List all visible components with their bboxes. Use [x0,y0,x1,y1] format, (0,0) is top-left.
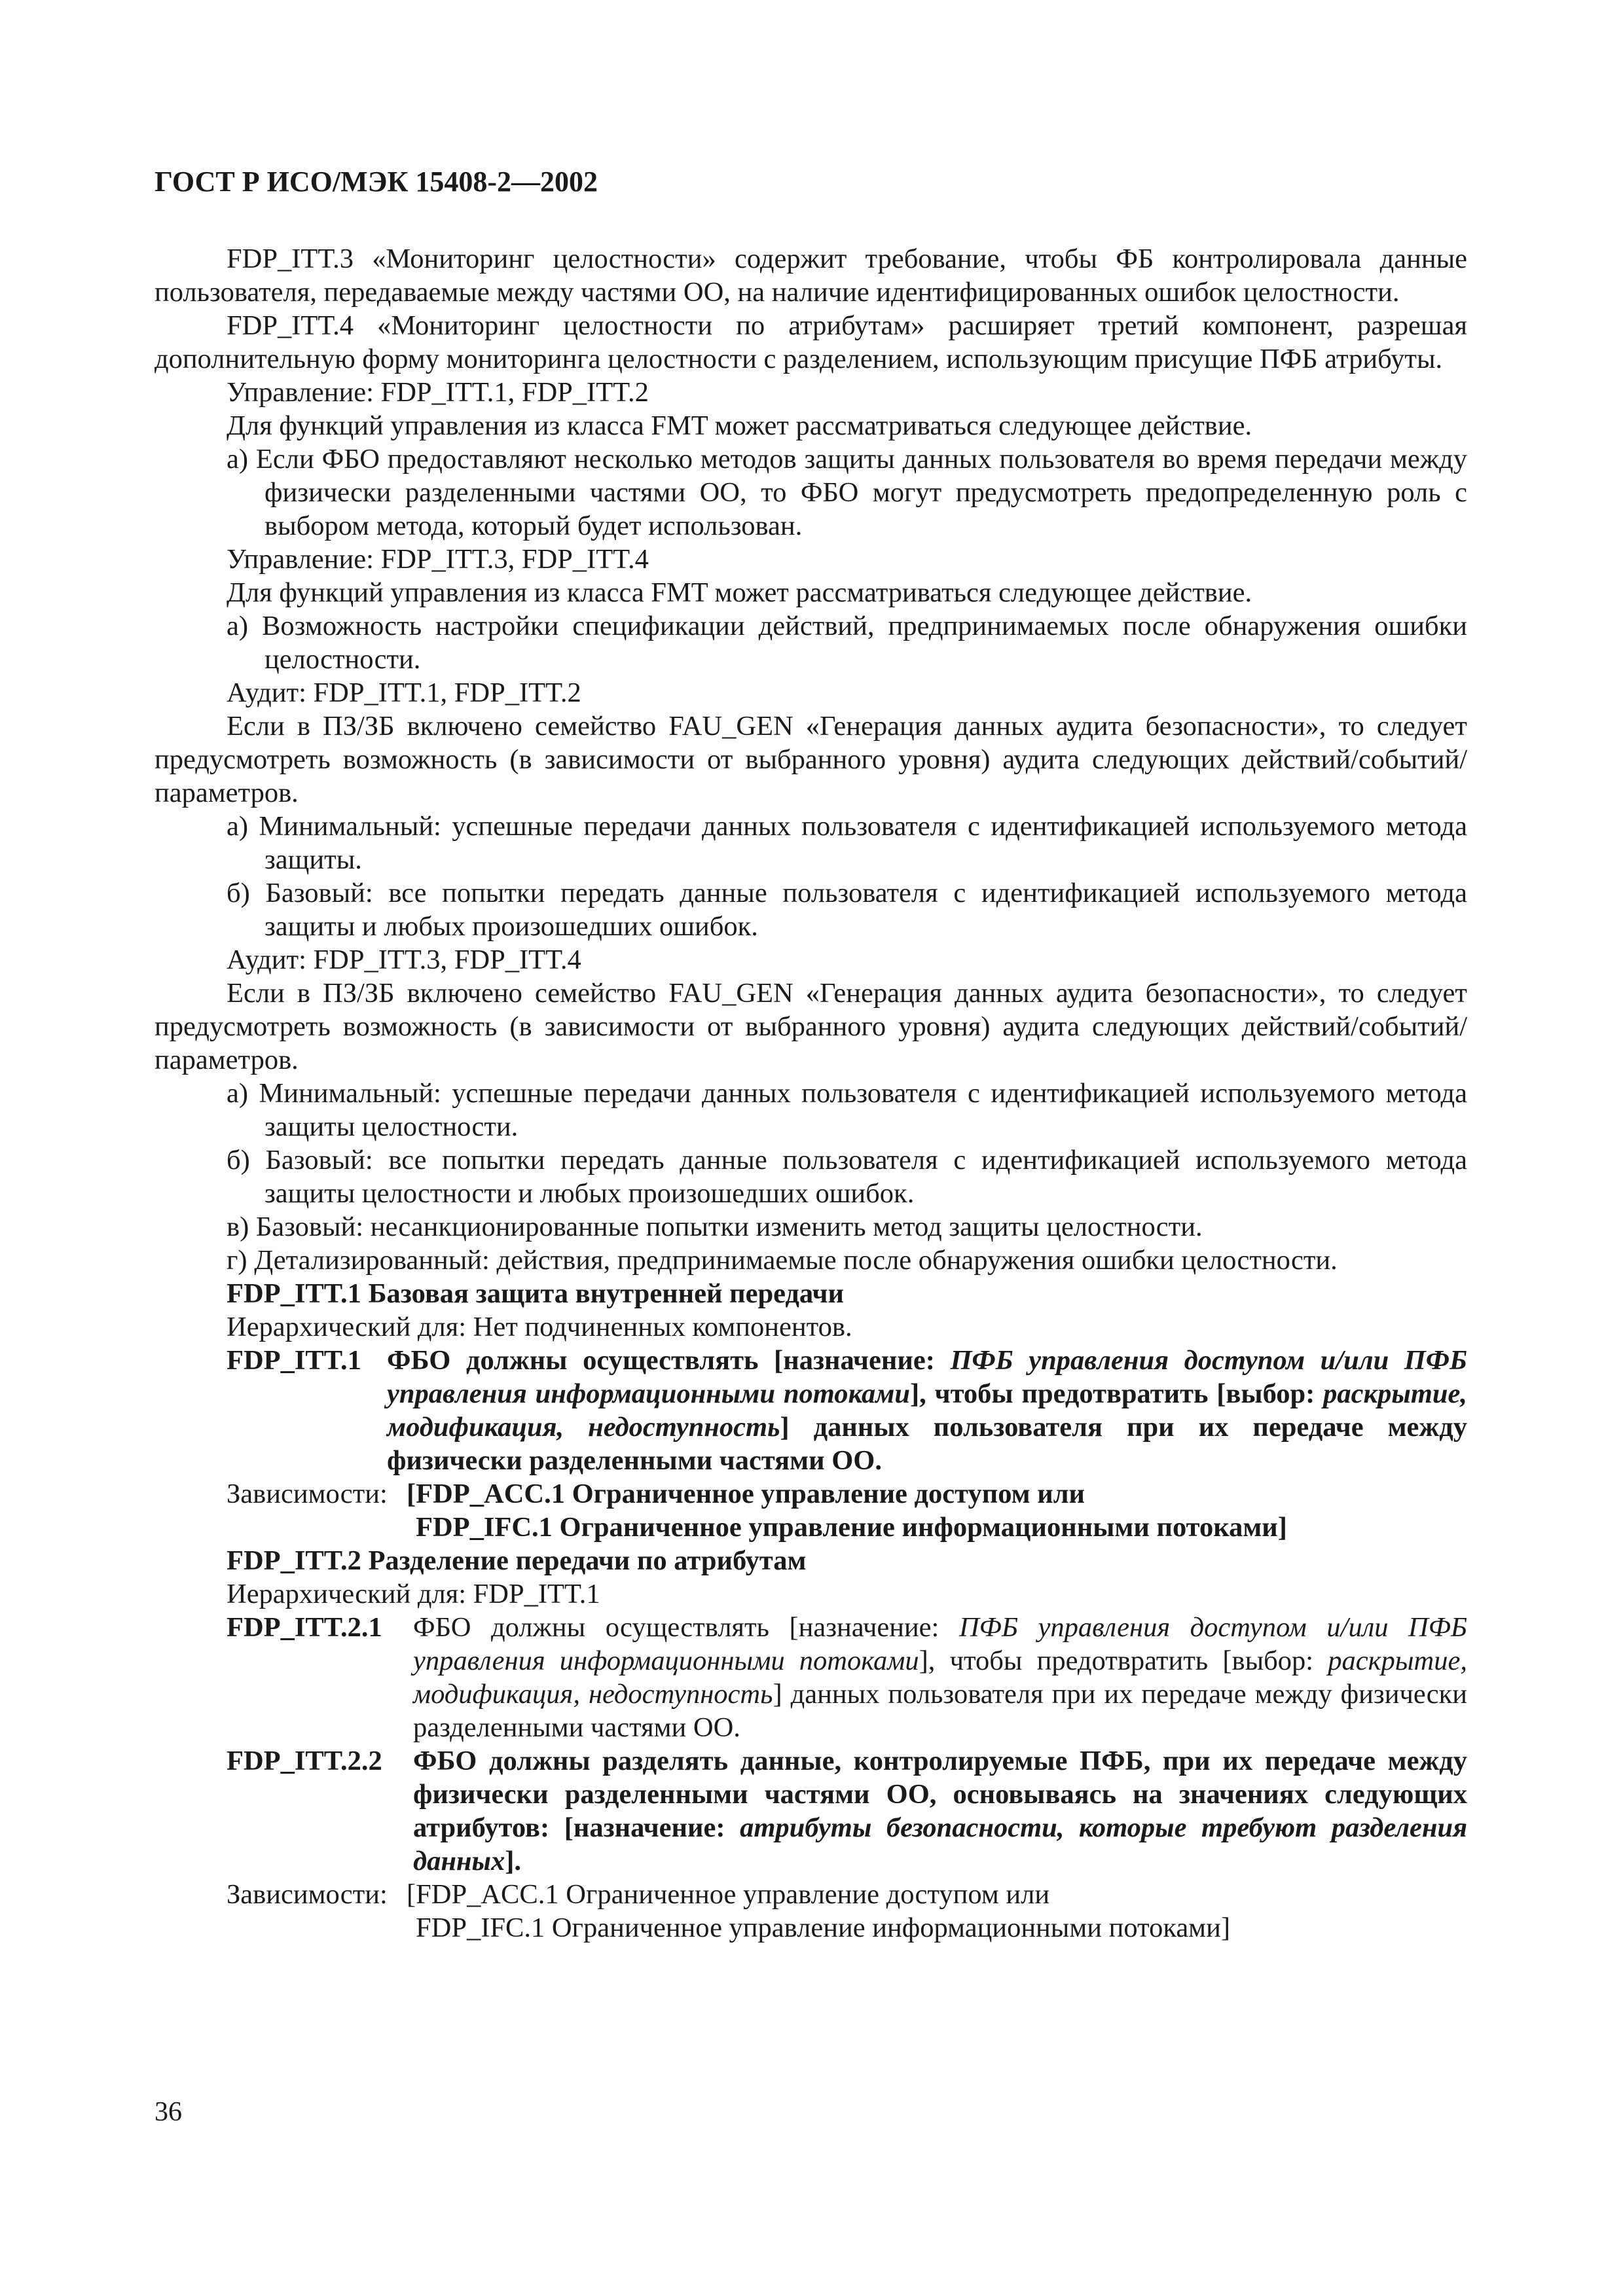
element-itt2-1 [155,1611,1467,1744]
audit-item-1b: б) Базовый: все попытки передать данные пользователя с идентификацией используемого метода защиты и любых произошедших ошибок. [227,878,1467,942]
element-itt2-2 [155,1744,1467,1878]
management-item-1a: а) Если ФБО предоставляют несколько методов защиты данных пользователя во время передачи между физически разделенными частями ОО, то ФБО могут предусмотреть предопределенную роль с выбором метода, который будет использован. [227,444,1467,541]
dependencies-itt2 [155,1878,1467,1945]
element-text-itt2-2: ФБО должны разделять данные, контролируемые ПФБ, при их передаче между физически разделенными частями ОО, основываясь на значениях следующих атрибутов: [назначение: атрибуты безопасности, которые требуют разделения данных]. [413,1746,1467,1876]
audit-item-1a: а) Минимальный: успешные передачи данных пользователя с идентификацией используемого метода защиты. [227,811,1467,875]
dependency-line: FDP_IFC.1 Ограниченное управление информационными потоками] [416,1512,1287,1543]
audit-item-2d: г) Детализированный: действия, предпринимаемые после обнаружения ошибки целостности. [227,1245,1338,1276]
dependency-line: [FDP_ACC.1 Ограниченное управление доступом или [407,1479,1085,1509]
element-label-itt2-2: FDP_ITT.2.2 [227,1746,382,1776]
component-title-itt1: FDP_ITT.1 Базовая защита внутренней передачи [227,1278,844,1309]
management-item-2a: а) Возможность настройки спецификации действий, предпринимаемых после обнаружения ошибки целостности. [227,611,1467,675]
audit-text-2: Если в ПЗ/ЗБ включено семейство FAU_GEN «Генерация данных аудита безопасности», то следует предусмотреть возможность (в зависимости от выбранного уровня) аудита следующих действий/событий/параметров. [155,978,1467,1075]
paragraph-itt3-description: FDP_ITT.3 «Мониторинг целостности» содержит требование, чтобы ФБ контролировала данные пользователя, передаваемые между частями ОО, на наличие идентифицированных ошибок целостности. [155,243,1467,308]
element-itt1 [155,1344,1467,1477]
element-text-itt1: ФБО должны осуществлять [назначение: ПФБ управления доступом и/или ПФБ управления информационными потоками], чтобы предотвратить [выбор: раскрытие, модификация, недоступность] данных пользователя при их передаче между физически разделенными частями ОО. [387,1345,1467,1476]
audit-item-2b: б) Базовый: все попытки передать данные пользователя с идентификацией используемого метода защиты целостности и любых произошедших ошибок. [227,1145,1467,1209]
document-body [155,242,1467,1945]
dependencies-label-itt2: Зависимости: [227,1879,388,1910]
audit-item-2c: в) Базовый: несанкционированные попытки изменить метод защиты целостности. [227,1211,1203,1242]
audit-heading-2: Аудит: FDP_ITT.3, FDP_ITT.4 [227,944,581,975]
management-heading-1: Управление: FDP_ITT.1, FDP_ITT.2 [227,377,649,408]
management-heading-2: Управление: FDP_ITT.3, FDP_ITT.4 [227,544,649,575]
audit-text-1: Если в ПЗ/ЗБ включено семейство FAU_GEN «Генерация данных аудита безопасности», то следует предусмотреть возможность (в зависимости от выбранного уровня) аудита следующих действий/событий/параметров. [155,711,1467,808]
dependencies-itt1 [155,1477,1467,1544]
element-text-itt2-1: ФБО должны осуществлять [назначение: ПФБ управления доступом и/или ПФБ управления информационными потоками], чтобы предотвратить [выбор: раскрытие, модификация, недоступность] данных пользователя при их передаче между физически разделенными частями ОО. [413,1612,1467,1743]
dependencies-list-itt1 [407,1477,1287,1544]
paragraph-itt4-description: FDP_ITT.4 «Мониторинг целостности по атрибутам» расширяет третий компонент, разрешая дополнительную форму мониторинга целостности с разделением, использующим присущие ПФБ атрибуты. [155,310,1467,374]
dependency-line: [FDP_ACC.1 Ограниченное управление доступом или [407,1879,1050,1910]
hierarchy-itt1: Иерархический для: Нет подчиненных компонентов. [227,1312,852,1342]
page-number: 36 [155,2097,182,2127]
management-text-2: Для функций управления из класса FMT может рассматриваться следующее действие. [227,577,1252,608]
dependency-line: FDP_IFC.1 Ограниченное управление информационными потоками] [416,1912,1230,1943]
dependencies-label-itt1: Зависимости: [227,1479,388,1509]
audit-heading-1: Аудит: FDP_ITT.1, FDP_ITT.2 [227,677,581,708]
element-label-itt1: FDP_ITT.1 [227,1345,361,1376]
management-text-1: Для функций управления из класса FMT может рассматриваться следующее действие. [227,410,1252,441]
component-title-itt2: FDP_ITT.2 Разделение передачи по атрибутам [227,1545,807,1576]
dependencies-list-itt2 [407,1878,1230,1945]
element-label-itt2-1: FDP_ITT.2.1 [227,1612,382,1643]
audit-item-2a: а) Минимальный: успешные передачи данных пользователя с идентификацией используемого метода защиты целостности. [227,1078,1467,1142]
hierarchy-itt2: Иерархический для: FDP_ITT.1 [227,1579,600,1609]
standard-header: ГОСТ Р ИСО/МЭК 15408-2—2002 [155,166,598,198]
